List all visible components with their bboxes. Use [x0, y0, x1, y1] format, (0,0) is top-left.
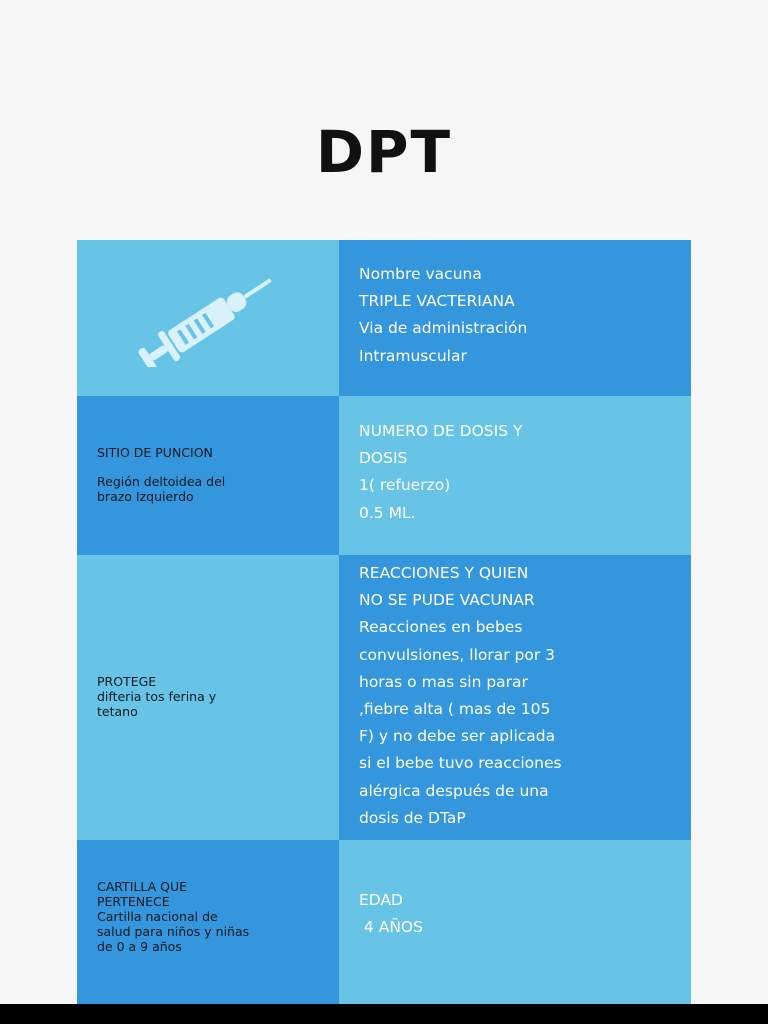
injection-site-heading: SITIO DE PUNCION: [97, 445, 213, 460]
doses-count: 1( refuerzo): [359, 476, 451, 495]
injection-site-line-1: Región deltoidea del: [97, 474, 226, 489]
vaccine-name-value: TRIPLE VACTERIANA: [359, 292, 515, 311]
protects-line-1: difteria tos ferina y: [97, 689, 217, 704]
card-heading-line-1: CARTILLA QUE: [97, 879, 188, 894]
protects-cell: [77, 555, 339, 840]
vaccine-info-cell: [339, 240, 691, 396]
vaccine-name-label: Nombre vacuna: [359, 265, 482, 283]
reactions-line-3: Reacciones en bebes: [359, 618, 523, 637]
age-label: EDAD: [359, 891, 403, 909]
reactions-line-1: REACCIONES Y QUIEN: [359, 564, 529, 582]
administration-route-label: Via de administración: [359, 319, 528, 338]
administration-route-value: Intramuscular: [359, 346, 467, 365]
card-line-1: Cartilla nacional de: [97, 909, 218, 924]
reactions-line-9: alérgica después de una: [359, 781, 549, 800]
reactions-line-5: horas o mas sin parar: [359, 672, 528, 691]
card-cell: [77, 840, 339, 1004]
injection-site-cell: [77, 396, 339, 555]
age-cell: [339, 840, 691, 1004]
reactions-line-6: ,fiebre alta ( mas de 105: [359, 700, 551, 719]
card-line-2: salud para niños y niñas: [97, 924, 250, 939]
doses-heading-line-1: NUMERO DE DOSIS Y: [359, 422, 523, 440]
reactions-line-7: F) y no debe ser aplicada: [359, 727, 556, 746]
card-line-3: de 0 a 9 años: [97, 939, 182, 954]
reactions-cell: [339, 555, 691, 840]
age-value: 4 AÑOS: [359, 918, 423, 937]
doses-cell: [339, 396, 691, 555]
reactions-line-4: convulsiones, llorar por 3: [359, 645, 556, 664]
doses-heading-line-2: DOSIS: [359, 449, 408, 468]
doses-volume: 0.5 ML.: [359, 503, 416, 522]
reactions-line-10: dosis de DTaP: [359, 808, 466, 827]
bottom-bar: [0, 1004, 768, 1024]
injection-site-line-2: brazo Izquierdo: [97, 489, 194, 504]
card-heading-line-2: PERTENECE: [97, 894, 170, 909]
page-title: DPT: [315, 118, 453, 186]
reactions-line-2: NO SE PUDE VACUNAR: [359, 591, 535, 610]
syringe-cell: [77, 240, 339, 396]
protects-line-2: tetano: [97, 704, 138, 719]
syringe-icon: [127, 272, 287, 367]
protects-heading: PROTEGE: [97, 674, 157, 689]
reactions-line-8: si el bebe tuvo reacciones: [359, 754, 562, 773]
